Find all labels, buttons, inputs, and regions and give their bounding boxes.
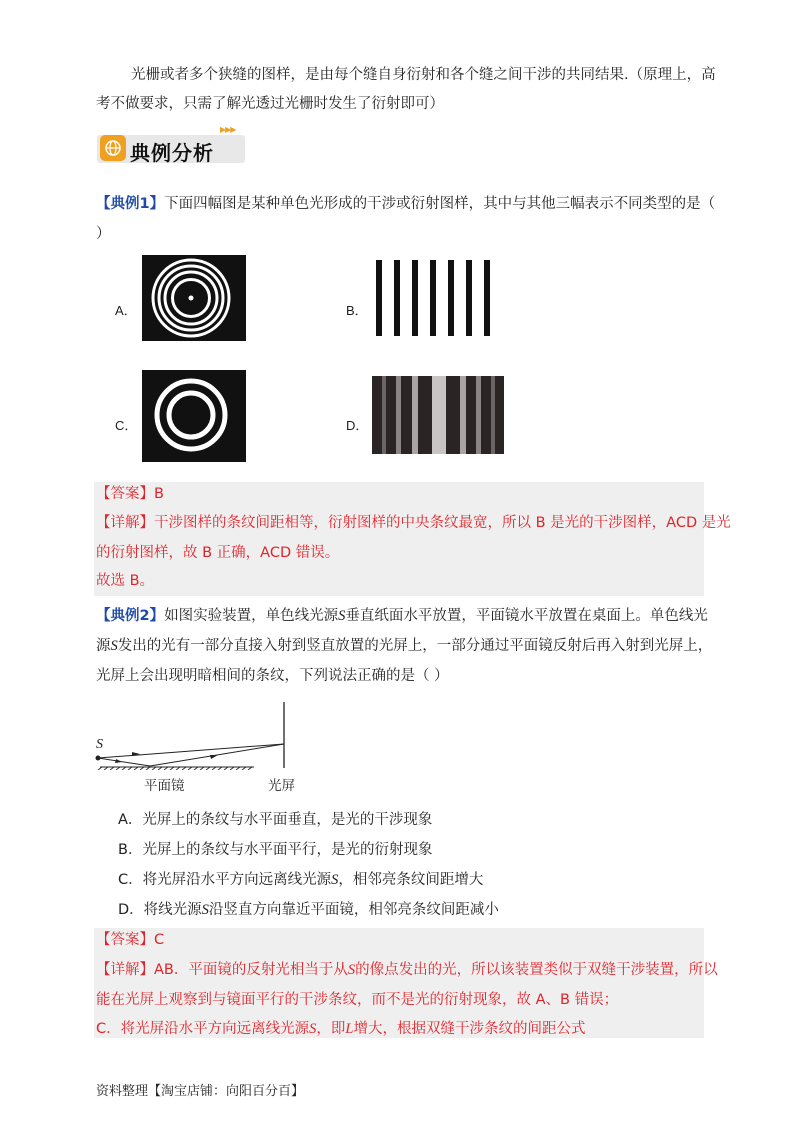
example1-tag: 【典例1】 <box>96 196 165 212</box>
diagram-mirror-label: 平面镜 <box>144 778 185 794</box>
arrows-icon: ▶▶▶ <box>220 125 236 134</box>
experiment-diagram <box>94 700 314 800</box>
example1-detail-text: 干涉图样的条纹间距相等，衍射图样的中央条纹最宽，所以 B 是光的干涉图样，ACD 是光 <box>154 515 731 531</box>
option-b-figure <box>376 260 491 336</box>
example2-q2b: 发出的光有一部分直接入射到竖直放置的光屏上，一部分通过平面镜反射后再入射到光屏上， <box>117 638 713 654</box>
example1-detail-line-2: 的衍射图样，故 B 正确，ACD 错误。 <box>96 545 340 561</box>
example2-q1a: 如图实验装置，单色线光源 <box>164 608 339 624</box>
intro-line-2: 考不做要求，只需了解光透过光栅时发生了衍射即可） <box>96 96 444 112</box>
option-d-figure <box>372 376 504 454</box>
example2-option-d <box>118 900 499 920</box>
option-c-text-a: C．将光屏沿水平方向远离线光源 <box>118 872 332 888</box>
option-b-label: B． <box>346 303 368 318</box>
intro-line-1: 光栅或者多个狭缝的图样，是由每个缝自身衍射和各个缝之间干涉的共同结果.（原理上，高 <box>131 67 716 83</box>
source-symbol: S <box>309 1021 317 1037</box>
length-symbol: L <box>345 1021 354 1037</box>
source-symbol: S <box>331 872 339 888</box>
option-a-figure <box>142 255 246 341</box>
example1-question-text: 下面四幅图是某种单色光形成的干涉或衍射图样，其中与其他三幅表示不同类型的是（ <box>164 196 716 212</box>
option-c-label: C． <box>115 418 138 433</box>
example1-answer-value: B <box>154 486 164 502</box>
example2-answer <box>96 930 164 950</box>
example2-question-line-3: 光屏上会出现明暗相间的条纹，下列说法正确的是（ ） <box>96 668 449 684</box>
example2-option-b: B．光屏上的条纹与水平面平行，是光的衍射现象 <box>118 842 433 858</box>
option-c-text-b: ，相邻亮条纹间距增大 <box>338 872 484 888</box>
diagram-screen-label: 光屏 <box>268 778 295 794</box>
source-symbol: S <box>201 902 209 918</box>
example2-answer-value: C <box>154 932 165 948</box>
option-c-figure <box>142 370 246 462</box>
example2-option-c <box>118 870 483 890</box>
source-symbol: S <box>110 638 118 654</box>
example2-q1b: 垂直纸面水平放置，平面镜水平放置在桌面上。单色线光 <box>345 608 708 624</box>
option-d-text-a: D．将线光源 <box>118 902 202 918</box>
globe-icon <box>100 135 126 161</box>
example2-answer-tag: 【答案】 <box>96 932 154 948</box>
example2-q2a: 源 <box>96 638 111 654</box>
example1-answer-box <box>94 482 704 596</box>
example2-detail-line-1 <box>96 960 718 980</box>
example2-detail-tag: 【详解】 <box>96 962 154 978</box>
example2-question-line-2 <box>96 636 712 656</box>
example1-answer-tag: 【答案】 <box>96 486 154 502</box>
example1-answer <box>96 484 164 504</box>
option-d-text-b: 沿竖直方向靠近平面镜，相邻亮条纹间距减小 <box>208 902 499 918</box>
example2-option-a: A．光屏上的条纹与水平面垂直，是光的干涉现象 <box>118 812 433 828</box>
source-symbol: S <box>347 962 356 978</box>
example2-question-line-1 <box>96 606 708 626</box>
option-d-label: D． <box>346 418 369 433</box>
example2-tag: 【典例2】 <box>96 608 165 624</box>
example2-detail-line-3 <box>96 1019 585 1039</box>
example1-detail-line-1 <box>96 513 731 533</box>
diagram-source-label: S <box>96 737 103 752</box>
example1-question <box>96 194 715 214</box>
option-a-label: A． <box>115 303 137 318</box>
example2-d3c: 增大，根据双缝干涉条纹的间距公式 <box>353 1021 586 1037</box>
example2-d1a: AB．平面镜的反射光相当于从 <box>154 962 348 978</box>
source-symbol: S <box>338 608 346 624</box>
section-title: 典例分析 <box>130 141 214 165</box>
example1-detail-line-3: 故选 B。 <box>96 573 155 589</box>
example2-d3a: C．将光屏沿水平方向远离线光源 <box>96 1021 310 1037</box>
example2-d3b: ，即 <box>316 1021 346 1037</box>
section-header <box>97 125 247 166</box>
example1-question-cont: ） <box>96 226 111 242</box>
example2-d1b: 的像点发出的光，所以该装置类似于双缝干涉装置，所以 <box>355 962 718 978</box>
example1-detail-tag: 【详解】 <box>96 515 154 531</box>
example2-detail-line-2: 能在光屏上观察到与镜面平行的干涉条纹，而不是光的衍射现象，故 A、B 错误； <box>96 992 619 1008</box>
footer-text: 资料整理【淘宝店铺：向阳百分百】 <box>96 1084 305 1099</box>
